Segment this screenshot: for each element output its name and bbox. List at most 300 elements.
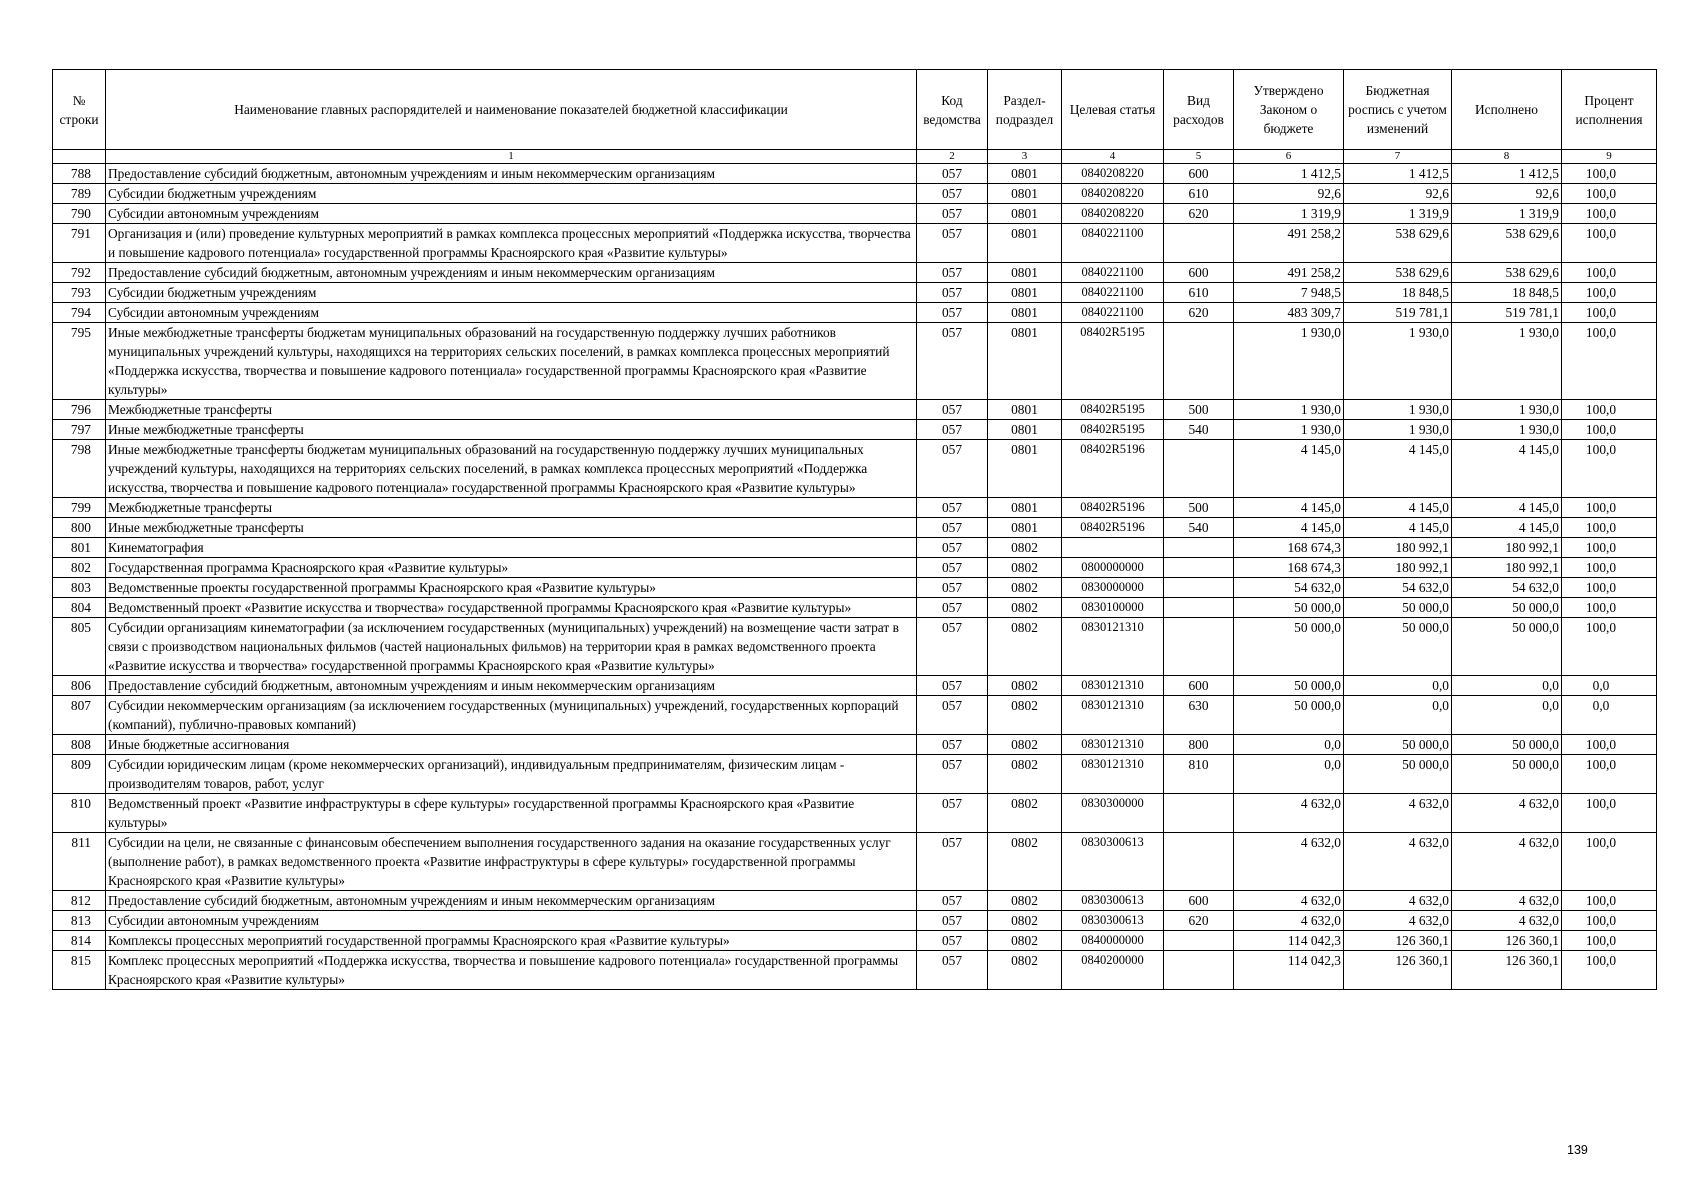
table-row [53,184,1657,204]
target-item-cell: 0830121310 [1062,618,1164,676]
expense-type-cell [1164,931,1234,951]
executed-amount-cell: 538 629,6 [1452,263,1562,283]
row-number-cell: 814 [53,931,106,951]
column-number: 1 [106,150,917,164]
row-number-cell: 790 [53,204,106,224]
budget-schedule-amount-cell: 50 000,0 [1344,755,1452,794]
expense-type-cell: 500 [1164,498,1234,518]
section-code-cell: 0802 [988,794,1062,833]
department-code-cell: 057 [917,794,988,833]
executed-amount-cell: 1 930,0 [1452,400,1562,420]
target-item-cell: 0830121310 [1062,735,1164,755]
target-item-cell: 0840208220 [1062,204,1164,224]
approved-amount-cell: 491 258,2 [1234,263,1344,283]
budget-schedule-amount-cell: 4 632,0 [1344,891,1452,911]
row-number-cell: 792 [53,263,106,283]
table-row [53,598,1657,618]
section-code-cell: 0802 [988,538,1062,558]
row-number-cell: 789 [53,184,106,204]
approved-amount-cell: 92,6 [1234,184,1344,204]
table-row [53,303,1657,323]
row-name-cell: Субсидии юридическим лицам (кроме некоммерческих организаций), индивидуальным предпринимателям, физическим лицам - производителям товаров, работ, услуг [106,755,917,794]
department-code-cell: 057 [917,518,988,538]
expense-type-cell [1164,538,1234,558]
row-number-cell: 808 [53,735,106,755]
target-item-cell [1062,538,1164,558]
executed-amount-cell: 92,6 [1452,184,1562,204]
row-number-cell: 799 [53,498,106,518]
row-name-cell: Иные межбюджетные трансферты [106,518,917,538]
header-target-item: Целевая статья [1062,70,1164,150]
target-item-cell: 0840221100 [1062,263,1164,283]
budget-schedule-amount-cell: 0,0 [1344,696,1452,735]
executed-amount-cell: 1 412,5 [1452,164,1562,184]
row-number-cell: 804 [53,598,106,618]
budget-schedule-amount-cell: 4 145,0 [1344,440,1452,498]
row-name-cell: Государственная программа Красноярского края «Развитие культуры» [106,558,917,578]
percent-executed-cell: 100,0 [1562,498,1657,518]
approved-amount-cell: 50 000,0 [1234,676,1344,696]
row-number-cell: 805 [53,618,106,676]
executed-amount-cell: 1 319,9 [1452,204,1562,224]
budget-schedule-amount-cell: 1 930,0 [1344,323,1452,400]
row-name-cell: Иные межбюджетные трансферты [106,420,917,440]
table-row [53,263,1657,283]
target-item-cell: 08402R5196 [1062,440,1164,498]
section-code-cell: 0802 [988,911,1062,931]
department-code-cell: 057 [917,911,988,931]
target-item-cell: 0840221100 [1062,303,1164,323]
percent-executed-cell: 100,0 [1562,951,1657,990]
table-row [53,440,1657,498]
target-item-cell: 0830300000 [1062,794,1164,833]
approved-amount-cell: 4 632,0 [1234,911,1344,931]
row-number-cell: 797 [53,420,106,440]
column-number: 5 [1164,150,1234,164]
percent-executed-cell: 100,0 [1562,931,1657,951]
percent-executed-cell: 100,0 [1562,794,1657,833]
section-code-cell: 0802 [988,891,1062,911]
expense-type-cell [1164,598,1234,618]
percent-executed-cell: 100,0 [1562,164,1657,184]
executed-amount-cell: 4 145,0 [1452,440,1562,498]
target-item-cell: 0830300613 [1062,911,1164,931]
row-name-cell: Ведомственные проекты государственной программы Красноярского края «Развитие культуры» [106,578,917,598]
department-code-cell: 057 [917,891,988,911]
row-number-cell: 811 [53,833,106,891]
target-item-cell: 08402R5195 [1062,420,1164,440]
header-name: Наименование главных распорядителей и наименование показателей бюджетной классификации [106,70,917,150]
row-number-cell: 807 [53,696,106,735]
table-row [53,951,1657,990]
table-row [53,283,1657,303]
department-code-cell: 057 [917,498,988,518]
budget-schedule-amount-cell: 1 930,0 [1344,420,1452,440]
section-code-cell: 0801 [988,498,1062,518]
target-item-cell: 08402R5195 [1062,400,1164,420]
row-number-cell: 815 [53,951,106,990]
row-name-cell: Организация и (или) проведение культурных мероприятий в рамках комплекса процессных мероприятий «Поддержка искусства, творчества и повышение кадрового потенциала» государственной программы Красноярского края «Развитие культуры» [106,224,917,263]
row-number-cell: 791 [53,224,106,263]
approved-amount-cell: 491 258,2 [1234,224,1344,263]
budget-schedule-amount-cell: 538 629,6 [1344,224,1452,263]
row-name-cell: Межбюджетные трансферты [106,400,917,420]
section-code-cell: 0802 [988,931,1062,951]
department-code-cell: 057 [917,598,988,618]
target-item-cell: 0830000000 [1062,578,1164,598]
target-item-cell: 0830300613 [1062,833,1164,891]
approved-amount-cell: 0,0 [1234,755,1344,794]
row-name-cell: Субсидии организациям кинематографии (за исключением государственных (муниципальных) учреждений) на возмещение части затрат в связи с производством национальных фильмов (частей национальных фильмов) на территории края в рамках ведомственного проекта «Развитие искусства и творчества» государственной программы Красноярского края «Развитие культуры» [106,618,917,676]
percent-executed-cell: 100,0 [1562,440,1657,498]
expense-type-cell: 600 [1164,891,1234,911]
expense-type-cell [1164,833,1234,891]
department-code-cell: 057 [917,323,988,400]
executed-amount-cell: 1 930,0 [1452,420,1562,440]
section-code-cell: 0801 [988,224,1062,263]
approved-amount-cell: 50 000,0 [1234,618,1344,676]
column-number: 7 [1344,150,1452,164]
table-row [53,931,1657,951]
executed-amount-cell: 54 632,0 [1452,578,1562,598]
section-code-cell: 0801 [988,420,1062,440]
department-code-cell: 057 [917,538,988,558]
column-number: 4 [1062,150,1164,164]
table-row [53,618,1657,676]
table-row [53,420,1657,440]
target-item-cell: 0830121310 [1062,755,1164,794]
department-code-cell: 057 [917,951,988,990]
approved-amount-cell: 50 000,0 [1234,696,1344,735]
table-row [53,164,1657,184]
table-row [53,891,1657,911]
section-code-cell: 0802 [988,578,1062,598]
column-number: 2 [917,150,988,164]
row-name-cell: Иные бюджетные ассигнования [106,735,917,755]
row-number-cell: 802 [53,558,106,578]
page-number: 139 [1567,1143,1588,1157]
approved-amount-cell: 0,0 [1234,735,1344,755]
percent-executed-cell: 0,0 [1562,696,1657,735]
budget-schedule-amount-cell: 54 632,0 [1344,578,1452,598]
expense-type-cell: 600 [1164,263,1234,283]
target-item-cell: 0830121310 [1062,696,1164,735]
table-row [53,696,1657,735]
section-code-cell: 0801 [988,184,1062,204]
section-code-cell: 0801 [988,518,1062,538]
percent-executed-cell: 100,0 [1562,323,1657,400]
row-number-cell: 788 [53,164,106,184]
executed-amount-cell: 126 360,1 [1452,951,1562,990]
section-code-cell: 0802 [988,951,1062,990]
expense-type-cell: 600 [1164,164,1234,184]
target-item-cell: 0830121310 [1062,676,1164,696]
header-department-code: Код ведомства [917,70,988,150]
table-row [53,735,1657,755]
header-budget-schedule: Бюджетная роспись с учетом изменений [1344,70,1452,150]
approved-amount-cell: 4 145,0 [1234,498,1344,518]
expense-type-cell: 620 [1164,303,1234,323]
target-item-cell: 0840221100 [1062,224,1164,263]
target-item-cell: 0830100000 [1062,598,1164,618]
row-name-cell: Предоставление субсидий бюджетным, автономным учреждениям и иным некоммерческим организациям [106,676,917,696]
approved-amount-cell: 4 145,0 [1234,518,1344,538]
row-name-cell: Предоставление субсидий бюджетным, автономным учреждениям и иным некоммерческим организациям [106,164,917,184]
row-number-cell: 800 [53,518,106,538]
department-code-cell: 057 [917,833,988,891]
expense-type-cell [1164,323,1234,400]
executed-amount-cell: 0,0 [1452,676,1562,696]
department-code-cell: 057 [917,931,988,951]
budget-schedule-amount-cell: 4 632,0 [1344,833,1452,891]
percent-executed-cell: 100,0 [1562,224,1657,263]
row-number-cell: 806 [53,676,106,696]
department-code-cell: 057 [917,164,988,184]
table-row [53,204,1657,224]
table-row [53,911,1657,931]
target-item-cell: 0830300613 [1062,891,1164,911]
percent-executed-cell: 100,0 [1562,891,1657,911]
row-number-cell: 796 [53,400,106,420]
section-code-cell: 0801 [988,164,1062,184]
approved-amount-cell: 4 632,0 [1234,891,1344,911]
approved-amount-cell: 168 674,3 [1234,558,1344,578]
table-row [53,755,1657,794]
row-name-cell: Иные межбюджетные трансферты бюджетам муниципальных образований на государственную поддержку лучших муниципальных учреждений культуры, находящихся на территориях сельских поселений, в рамках комплекса процессных мероприятий «Поддержка искусства, творчества и повышение кадрового потенциала» государственной программы Красноярского края «Развитие культуры» [106,440,917,498]
executed-amount-cell: 4 145,0 [1452,498,1562,518]
department-code-cell: 057 [917,283,988,303]
target-item-cell: 0840208220 [1062,164,1164,184]
section-code-cell: 0801 [988,283,1062,303]
column-number-row [53,150,1657,164]
budget-schedule-amount-cell: 50 000,0 [1344,598,1452,618]
approved-amount-cell: 50 000,0 [1234,598,1344,618]
row-number-cell: 812 [53,891,106,911]
budget-schedule-amount-cell: 1 319,9 [1344,204,1452,224]
budget-schedule-amount-cell: 4 145,0 [1344,498,1452,518]
budget-table-container [52,69,1656,990]
row-name-cell: Субсидии автономным учреждениям [106,204,917,224]
approved-amount-cell: 1 930,0 [1234,400,1344,420]
executed-amount-cell: 4 632,0 [1452,833,1562,891]
row-number-cell: 798 [53,440,106,498]
approved-amount-cell: 4 145,0 [1234,440,1344,498]
percent-executed-cell: 100,0 [1562,263,1657,283]
approved-amount-cell: 1 319,9 [1234,204,1344,224]
percent-executed-cell: 100,0 [1562,518,1657,538]
row-name-cell: Субсидии некоммерческим организациям (за исключением государственных (муниципальных) учреждений, государственных корпораций (компаний), публично-правовых компаний) [106,696,917,735]
approved-amount-cell: 54 632,0 [1234,578,1344,598]
row-number-cell: 813 [53,911,106,931]
approved-amount-cell: 1 412,5 [1234,164,1344,184]
expense-type-cell [1164,794,1234,833]
budget-schedule-amount-cell: 519 781,1 [1344,303,1452,323]
table-row [53,833,1657,891]
table-row [53,224,1657,263]
budget-schedule-amount-cell: 538 629,6 [1344,263,1452,283]
row-name-cell: Иные межбюджетные трансферты бюджетам муниципальных образований на государственную поддержку лучших работников муниципальных учреждений культуры, находящихся на территориях сельских поселений, в рамках комплекса процессных мероприятий «Поддержка искусства, творчества и повышение кадрового потенциала» государственной программы Красноярского края «Развитие культуры» [106,323,917,400]
percent-executed-cell: 100,0 [1562,538,1657,558]
percent-executed-cell: 100,0 [1562,735,1657,755]
budget-schedule-amount-cell: 1 412,5 [1344,164,1452,184]
department-code-cell: 057 [917,696,988,735]
row-name-cell: Субсидии автономным учреждениям [106,911,917,931]
expense-type-cell: 630 [1164,696,1234,735]
department-code-cell: 057 [917,263,988,283]
executed-amount-cell: 4 632,0 [1452,891,1562,911]
table-row [53,518,1657,538]
department-code-cell: 057 [917,735,988,755]
expense-type-cell: 810 [1164,755,1234,794]
table-row [53,676,1657,696]
department-code-cell: 057 [917,440,988,498]
budget-schedule-amount-cell: 4 632,0 [1344,911,1452,931]
percent-executed-cell: 100,0 [1562,618,1657,676]
table-body [53,164,1657,990]
executed-amount-cell: 4 632,0 [1452,911,1562,931]
target-item-cell: 0840221100 [1062,283,1164,303]
target-item-cell: 0840208220 [1062,184,1164,204]
executed-amount-cell: 18 848,5 [1452,283,1562,303]
executed-amount-cell: 50 000,0 [1452,755,1562,794]
row-name-cell: Ведомственный проект «Развитие искусства и творчества» государственной программы Красноярского края «Развитие культуры» [106,598,917,618]
department-code-cell: 057 [917,204,988,224]
row-name-cell: Комплексы процессных мероприятий государственной программы Красноярского края «Развитие культуры» [106,931,917,951]
percent-executed-cell: 100,0 [1562,578,1657,598]
budget-execution-table [52,69,1657,990]
header-percent: Процент исполнения [1562,70,1657,150]
percent-executed-cell: 100,0 [1562,558,1657,578]
row-name-cell: Кинематография [106,538,917,558]
executed-amount-cell: 519 781,1 [1452,303,1562,323]
table-header [53,70,1657,164]
expense-type-cell: 540 [1164,518,1234,538]
expense-type-cell: 610 [1164,283,1234,303]
row-name-cell: Субсидии автономным учреждениям [106,303,917,323]
target-item-cell: 0840200000 [1062,951,1164,990]
row-name-cell: Предоставление субсидий бюджетным, автономным учреждениям и иным некоммерческим организациям [106,263,917,283]
section-code-cell: 0801 [988,440,1062,498]
budget-schedule-amount-cell: 50 000,0 [1344,618,1452,676]
executed-amount-cell: 50 000,0 [1452,618,1562,676]
column-number: 9 [1562,150,1657,164]
table-row [53,578,1657,598]
expense-type-cell: 620 [1164,204,1234,224]
budget-schedule-amount-cell: 126 360,1 [1344,951,1452,990]
row-name-cell: Межбюджетные трансферты [106,498,917,518]
budget-schedule-amount-cell: 92,6 [1344,184,1452,204]
section-code-cell: 0801 [988,400,1062,420]
executed-amount-cell: 0,0 [1452,696,1562,735]
executed-amount-cell: 50 000,0 [1452,735,1562,755]
budget-schedule-amount-cell: 50 000,0 [1344,735,1452,755]
approved-amount-cell: 4 632,0 [1234,794,1344,833]
executed-amount-cell: 4 632,0 [1452,794,1562,833]
percent-executed-cell: 100,0 [1562,204,1657,224]
percent-executed-cell: 100,0 [1562,400,1657,420]
expense-type-cell [1164,558,1234,578]
percent-executed-cell: 0,0 [1562,676,1657,696]
row-name-cell: Субсидии на цели, не связанные с финансовым обеспечением выполнения государственного задания на оказание государственных услуг (выполнение работ), в рамках ведомственного проекта «Развитие инфраструктуры в сфере культуры» государственной программы Красноярского края «Развитие культуры» [106,833,917,891]
percent-executed-cell: 100,0 [1562,833,1657,891]
header-executed: Исполнено [1452,70,1562,150]
target-item-cell: 08402R5196 [1062,518,1164,538]
percent-executed-cell: 100,0 [1562,598,1657,618]
percent-executed-cell: 100,0 [1562,911,1657,931]
approved-amount-cell: 1 930,0 [1234,420,1344,440]
expense-type-cell [1164,224,1234,263]
row-number-cell: 793 [53,283,106,303]
department-code-cell: 057 [917,618,988,676]
executed-amount-cell: 1 930,0 [1452,323,1562,400]
target-item-cell: 0840000000 [1062,931,1164,951]
department-code-cell: 057 [917,224,988,263]
executed-amount-cell: 538 629,6 [1452,224,1562,263]
table-row [53,558,1657,578]
expense-type-cell: 800 [1164,735,1234,755]
header-row-number: № строки [53,70,106,150]
expense-type-cell: 600 [1164,676,1234,696]
section-code-cell: 0802 [988,676,1062,696]
table-row [53,794,1657,833]
section-code-cell: 0801 [988,263,1062,283]
section-code-cell: 0802 [988,618,1062,676]
executed-amount-cell: 50 000,0 [1452,598,1562,618]
approved-amount-cell: 483 309,7 [1234,303,1344,323]
row-number-cell: 803 [53,578,106,598]
table-row [53,400,1657,420]
target-item-cell: 08402R5195 [1062,323,1164,400]
row-number-cell: 795 [53,323,106,400]
expense-type-cell: 610 [1164,184,1234,204]
department-code-cell: 057 [917,578,988,598]
row-number-cell: 794 [53,303,106,323]
budget-schedule-amount-cell: 0,0 [1344,676,1452,696]
expense-type-cell [1164,578,1234,598]
budget-schedule-amount-cell: 180 992,1 [1344,538,1452,558]
section-code-cell: 0802 [988,598,1062,618]
percent-executed-cell: 100,0 [1562,283,1657,303]
expense-type-cell [1164,618,1234,676]
row-number-cell: 801 [53,538,106,558]
budget-schedule-amount-cell: 180 992,1 [1344,558,1452,578]
executed-amount-cell: 126 360,1 [1452,931,1562,951]
header-expense-type: Вид расходов [1164,70,1234,150]
section-code-cell: 0802 [988,696,1062,735]
approved-amount-cell: 7 948,5 [1234,283,1344,303]
executed-amount-cell: 4 145,0 [1452,518,1562,538]
row-name-cell: Ведомственный проект «Развитие инфраструктуры в сфере культуры» государственной программы Красноярского края «Развитие культуры» [106,794,917,833]
expense-type-cell: 540 [1164,420,1234,440]
table-row [53,498,1657,518]
percent-executed-cell: 100,0 [1562,184,1657,204]
approved-amount-cell: 4 632,0 [1234,833,1344,891]
row-name-cell: Субсидии бюджетным учреждениям [106,283,917,303]
row-name-cell: Комплекс процессных мероприятий «Поддержка искусства, творчества и повышение кадрового потенциала» государственной программы Красноярского края «Развитие культуры» [106,951,917,990]
column-number: 3 [988,150,1062,164]
table-row [53,323,1657,400]
department-code-cell: 057 [917,400,988,420]
percent-executed-cell: 100,0 [1562,303,1657,323]
budget-schedule-amount-cell: 4 145,0 [1344,518,1452,538]
section-code-cell: 0801 [988,323,1062,400]
department-code-cell: 057 [917,755,988,794]
budget-schedule-amount-cell: 4 632,0 [1344,794,1452,833]
row-number-cell: 810 [53,794,106,833]
section-code-cell: 0802 [988,833,1062,891]
department-code-cell: 057 [917,420,988,440]
section-code-cell: 0801 [988,303,1062,323]
